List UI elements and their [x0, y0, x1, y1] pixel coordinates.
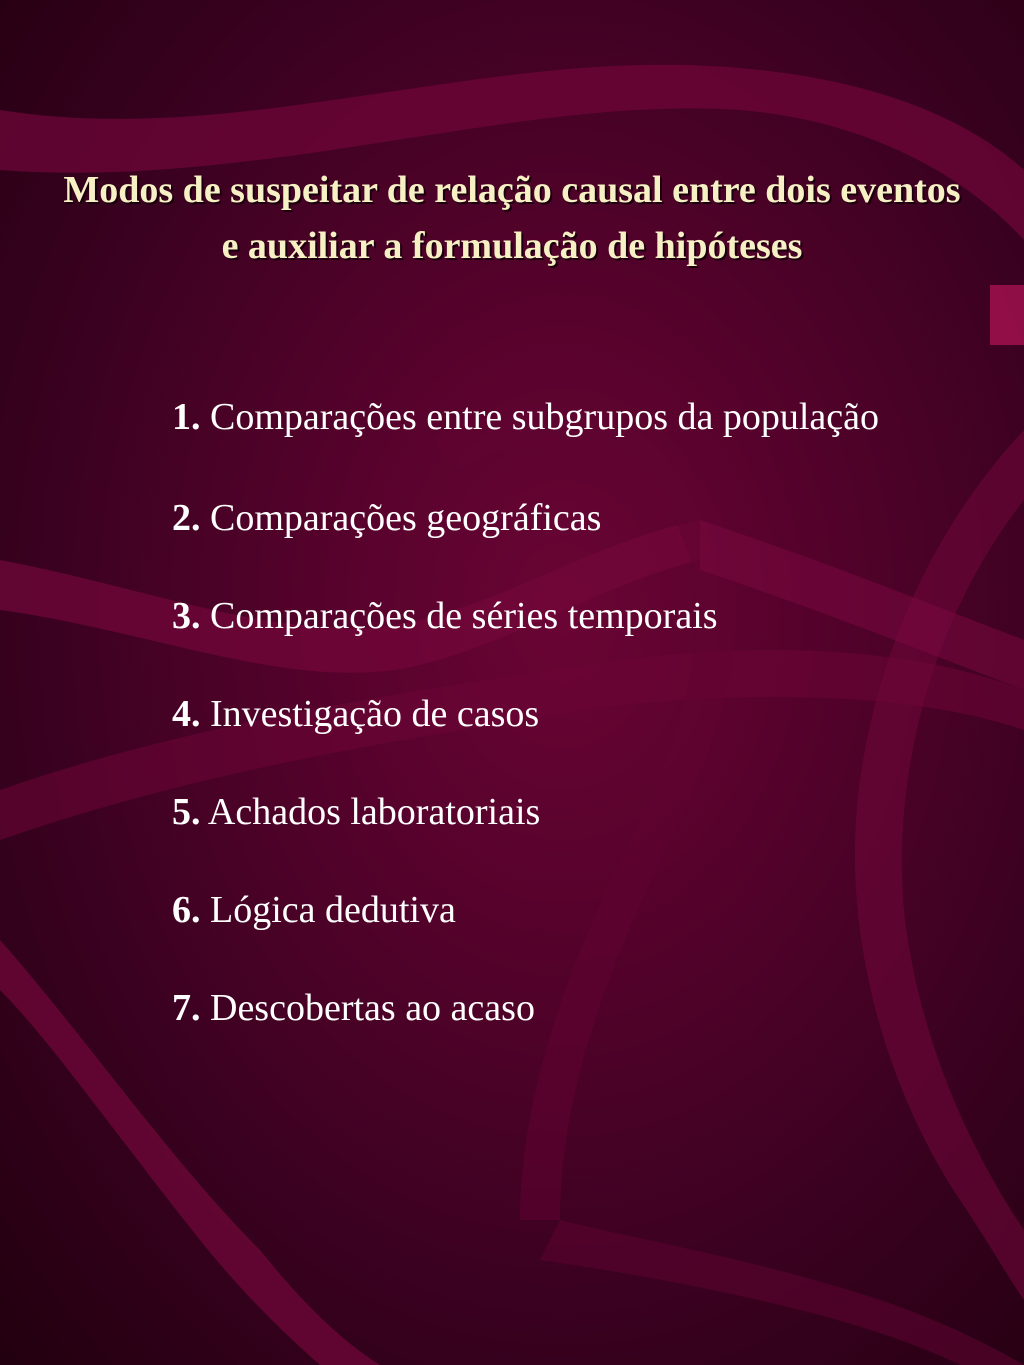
list-item — [172, 382, 892, 452]
list-item — [172, 874, 892, 946]
list-item — [172, 972, 892, 1044]
item-text: Achados laboratoriais — [207, 791, 541, 833]
item-text: Descobertas ao acaso — [210, 987, 535, 1029]
list-item — [172, 482, 892, 554]
item-text: Investigação de casos — [210, 693, 540, 735]
list-item — [172, 580, 892, 652]
slide-title: Modos de suspeitar de relação causal entre dois eventos e auxiliar a formulação de hipóteses — [63, 169, 961, 267]
ribbon-lower-right — [540, 1220, 1024, 1365]
item-list — [172, 382, 892, 1070]
edge-tab — [990, 285, 1024, 345]
item-number: 2. — [172, 497, 201, 539]
item-number: 1. — [172, 396, 201, 438]
item-text: Comparações de séries temporais — [210, 595, 718, 637]
item-number: 3. — [172, 595, 201, 637]
item-number: 7. — [172, 987, 201, 1029]
item-text: Comparações entre subgrupos da população — [210, 396, 880, 438]
item-number: 6. — [172, 889, 201, 931]
item-number: 5. — [172, 791, 201, 833]
item-text: Lógica dedutiva — [210, 889, 456, 931]
list-item — [172, 678, 892, 750]
list-item — [172, 776, 892, 848]
item-text: Comparações geográficas — [210, 497, 602, 539]
item-number: 4. — [172, 693, 201, 735]
